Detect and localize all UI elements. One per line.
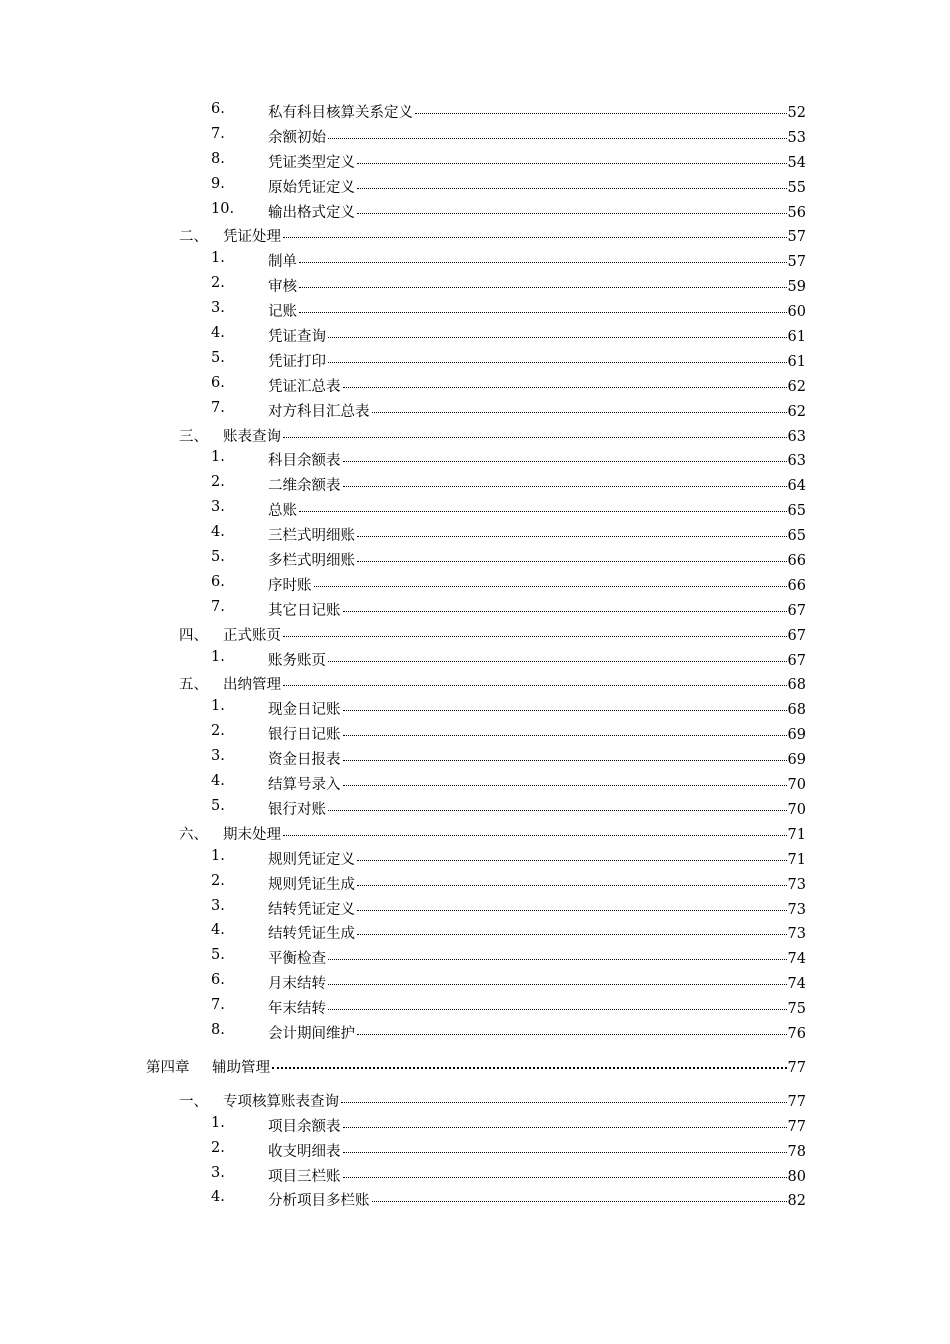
toc-entry[interactable] [0, 970, 950, 995]
toc-page-number: 77 [787, 1118, 806, 1135]
toc-chapter[interactable] [0, 1049, 950, 1084]
toc-page-number: 63 [787, 453, 806, 470]
toc-entry-number: 3. [211, 897, 225, 914]
toc-page-number: 60 [787, 304, 806, 321]
toc-page-number: 80 [787, 1168, 806, 1185]
toc-entry-number: 1. [211, 1114, 225, 1131]
toc-entry-title: 年末结转 [268, 1001, 326, 1018]
dot-leader [357, 212, 787, 214]
toc-entry-title: 总账 [268, 503, 297, 520]
toc-entry[interactable] [0, 1187, 950, 1212]
toc-entry-number: 4. [211, 922, 225, 939]
toc-entry-title: 银行日记账 [268, 727, 341, 744]
toc-entry[interactable] [0, 124, 950, 149]
toc-entry-title: 月末结转 [268, 976, 326, 993]
toc-section-number: 二、 [179, 229, 208, 246]
toc-entry-title: 审核 [268, 279, 297, 296]
toc-section-number: 一、 [179, 1093, 208, 1110]
toc-page-number: 65 [787, 503, 806, 520]
toc-section[interactable] [0, 1088, 950, 1113]
toc-entry-number: 2. [211, 474, 225, 491]
dot-leader [343, 709, 787, 711]
toc-entry-number: 3. [211, 499, 225, 516]
dot-leader [328, 361, 787, 363]
toc-page-number: 52 [787, 105, 806, 121]
toc-entry-title: 多栏式明细账 [268, 553, 355, 570]
toc-section-number: 三、 [179, 428, 208, 445]
toc-entry[interactable] [0, 696, 950, 721]
toc-entry-title: 其它日记账 [268, 602, 341, 619]
toc-entry-title: 二维余额表 [268, 478, 341, 495]
toc-entry[interactable] [0, 248, 950, 273]
toc-section[interactable] [0, 671, 950, 696]
toc-entry-number: 1. [211, 698, 225, 715]
toc-entry-title: 账务账页 [268, 652, 326, 669]
toc-entry[interactable] [0, 522, 950, 547]
toc-entry[interactable] [0, 771, 950, 796]
toc-page-number: 71 [787, 851, 806, 868]
toc-entry-number: 4. [211, 1189, 225, 1206]
toc-entry-number: 9. [211, 175, 225, 192]
toc-entry[interactable] [0, 945, 950, 970]
toc-entry[interactable] [0, 572, 950, 597]
toc-entry-number: 3. [211, 300, 225, 317]
dot-leader [357, 187, 787, 189]
toc-entry-title: 科目余额表 [268, 453, 341, 470]
toc-entry[interactable] [0, 796, 950, 821]
toc-section[interactable] [0, 223, 950, 248]
toc-page-number: 67 [787, 602, 806, 619]
dot-leader [357, 1033, 787, 1035]
toc-entry-number: 7. [211, 125, 225, 142]
toc-entry[interactable] [0, 721, 950, 746]
toc-entry-number: 7. [211, 399, 225, 416]
toc-entry[interactable] [0, 1138, 950, 1163]
dot-leader [357, 859, 787, 861]
toc-entry-number: 8. [211, 150, 225, 167]
dot-leader [343, 1176, 787, 1178]
table-of-contents [0, 99, 950, 1212]
toc-section-title: 专项核算账表查询 [223, 1093, 339, 1110]
toc-entry-title: 平衡检查 [268, 951, 326, 968]
toc-page-number: 55 [787, 179, 806, 196]
toc-page-number: 62 [787, 378, 806, 395]
dot-leader [299, 311, 787, 313]
toc-entry[interactable] [0, 149, 950, 174]
toc-entry-number: 5. [211, 947, 225, 964]
toc-page-number: 68 [787, 677, 806, 694]
dot-leader [357, 933, 787, 935]
dot-leader [283, 236, 787, 238]
toc-entry-title: 凭证汇总表 [268, 378, 341, 395]
toc-page-number: 77 [787, 1093, 806, 1110]
toc-entry-number: 7. [211, 598, 225, 615]
dot-leader [314, 585, 787, 587]
toc-entry[interactable] [0, 647, 950, 672]
toc-page-number: 76 [787, 1025, 806, 1042]
dot-leader [343, 460, 787, 462]
toc-entry-number: 10. [211, 200, 235, 217]
toc-entry-title: 余额初始 [268, 129, 326, 146]
dot-leader [299, 261, 787, 263]
toc-page-number: 77 [787, 1059, 806, 1076]
dot-leader [357, 909, 787, 911]
toc-entry[interactable] [0, 597, 950, 622]
toc-page-number: 61 [787, 329, 806, 346]
toc-entry[interactable] [0, 99, 950, 124]
toc-entry-number: 1. [211, 449, 225, 466]
toc-page-number: 69 [787, 752, 806, 769]
toc-entry[interactable] [0, 547, 950, 572]
dot-leader [343, 610, 787, 612]
toc-page-number: 63 [787, 428, 806, 445]
toc-entry-number: 8. [211, 1021, 225, 1038]
toc-section-title: 期末处理 [223, 826, 281, 843]
toc-entry-title: 收支明细表 [268, 1143, 341, 1160]
toc-section-number: 四、 [179, 627, 208, 644]
toc-entry[interactable] [0, 373, 950, 398]
toc-entry[interactable] [0, 273, 950, 298]
toc-entry-title: 会计期间维护 [268, 1025, 355, 1042]
toc-entry-number: 1. [211, 648, 225, 665]
toc-entry[interactable] [0, 472, 950, 497]
toc-entry-title: 项目余额表 [268, 1118, 341, 1135]
toc-section[interactable] [0, 622, 950, 647]
toc-entry-number: 5. [211, 797, 225, 814]
dot-leader [343, 1126, 787, 1128]
toc-page-number: 66 [787, 577, 806, 594]
toc-entry-number: 2. [211, 872, 225, 889]
dot-leader [357, 884, 787, 886]
toc-entry-title: 记账 [268, 304, 297, 321]
toc-entry-number: 4. [211, 325, 225, 342]
toc-entry-number: 3. [211, 1164, 225, 1181]
toc-page-number: 54 [787, 154, 806, 171]
toc-entry[interactable] [0, 398, 950, 423]
toc-entry-title: 规则凭证生成 [268, 876, 355, 893]
toc-entry-title: 凭证查询 [268, 329, 326, 346]
toc-entry[interactable] [0, 199, 950, 224]
toc-entry-title: 结转凭证生成 [268, 926, 355, 943]
toc-chapter-number: 第四章 [146, 1059, 190, 1076]
toc-entry[interactable] [0, 447, 950, 472]
toc-entry-number: 1. [211, 847, 225, 864]
toc-entry[interactable] [0, 920, 950, 945]
toc-page-number: 67 [787, 652, 806, 669]
toc-entry-title: 凭证类型定义 [268, 154, 355, 171]
toc-entry-number: 5. [211, 549, 225, 566]
toc-entry[interactable] [0, 1020, 950, 1045]
dot-leader [357, 560, 787, 562]
dot-leader [283, 684, 787, 686]
toc-entry-number: 7. [211, 997, 225, 1014]
toc-entry[interactable] [0, 871, 950, 896]
toc-page-number: 53 [787, 129, 806, 146]
toc-section-number: 六、 [179, 826, 208, 843]
toc-entry[interactable] [0, 746, 950, 771]
toc-entry-number: 5. [211, 349, 225, 366]
toc-section-title: 账表查询 [223, 428, 281, 445]
dot-leader [299, 286, 787, 288]
toc-entry-title: 分析项目多栏账 [268, 1193, 370, 1210]
toc-page-number: 71 [787, 826, 806, 843]
toc-entry[interactable] [0, 846, 950, 871]
toc-page-number: 68 [787, 702, 806, 719]
dot-leader [328, 1008, 787, 1010]
toc-section[interactable] [0, 423, 950, 448]
toc-entry-number: 6. [211, 374, 225, 391]
toc-page-number: 73 [787, 926, 806, 943]
toc-entry-number: 4. [211, 773, 225, 790]
dot-leader [283, 436, 787, 438]
toc-page-number: 64 [787, 478, 806, 495]
toc-entry-number: 2. [211, 723, 225, 740]
toc-section-title: 凭证处理 [223, 229, 281, 246]
dot-leader [341, 1101, 787, 1103]
toc-entry-title: 项目三栏账 [268, 1168, 341, 1185]
dot-leader [283, 635, 787, 637]
toc-entry[interactable] [0, 896, 950, 921]
dot-leader [328, 983, 787, 985]
toc-page-number: 61 [787, 353, 806, 370]
toc-entry-number: 2. [211, 275, 225, 292]
toc-entry[interactable] [0, 323, 950, 348]
toc-entry-title: 原始凭证定义 [268, 179, 355, 196]
dot-leader [343, 784, 787, 786]
toc-entry[interactable] [0, 348, 950, 373]
toc-entry-title: 结算号录入 [268, 777, 341, 794]
toc-entry[interactable] [0, 174, 950, 199]
dot-leader [357, 535, 787, 537]
toc-page-number: 70 [787, 777, 806, 794]
toc-entry-title: 银行对账 [268, 801, 326, 818]
dot-leader [272, 1066, 787, 1069]
toc-entry-title: 结转凭证定义 [268, 901, 355, 918]
toc-page-number: 57 [787, 229, 806, 246]
toc-entry-number: 6. [211, 573, 225, 590]
toc-entry-title: 凭证打印 [268, 353, 326, 370]
dot-leader [328, 958, 787, 960]
toc-page-number: 73 [787, 901, 806, 918]
toc-page-number: 82 [787, 1193, 806, 1210]
toc-section-number: 五、 [179, 677, 208, 694]
toc-entry-number: 3. [211, 748, 225, 765]
dot-leader [343, 1151, 787, 1153]
toc-page-number: 57 [787, 254, 806, 271]
dot-leader [343, 734, 787, 736]
toc-entry-title: 制单 [268, 254, 297, 271]
dot-leader [343, 386, 787, 388]
toc-page-number: 66 [787, 553, 806, 570]
toc-page-number: 56 [787, 204, 806, 221]
toc-page-number: 70 [787, 801, 806, 818]
toc-entry-number: 6. [211, 972, 225, 989]
dot-leader [299, 510, 787, 512]
toc-entry[interactable] [0, 995, 950, 1020]
dot-leader [372, 1200, 787, 1202]
toc-section-title: 正式账页 [223, 627, 281, 644]
toc-entry-title: 输出格式定义 [268, 204, 355, 221]
dot-leader [328, 660, 787, 662]
toc-page-number: 69 [787, 727, 806, 744]
dot-leader [357, 162, 787, 164]
toc-entry-number: 6. [211, 101, 225, 117]
toc-entry-title: 对方科目汇总表 [268, 403, 370, 420]
dot-leader [328, 809, 787, 811]
toc-section[interactable] [0, 821, 950, 846]
toc-entry-title: 资金日报表 [268, 752, 341, 769]
toc-page-number: 65 [787, 528, 806, 545]
toc-entry[interactable] [0, 497, 950, 522]
dot-leader [415, 112, 787, 114]
toc-page-number: 62 [787, 403, 806, 420]
dot-leader [343, 759, 787, 761]
toc-page-number: 74 [787, 976, 806, 993]
toc-entry-title: 三栏式明细账 [268, 528, 355, 545]
toc-entry-number: 2. [211, 1139, 225, 1156]
dot-leader [328, 137, 787, 139]
toc-entry[interactable] [0, 1163, 950, 1188]
toc-entry-number: 1. [211, 250, 225, 267]
toc-entry-number: 4. [211, 524, 225, 541]
toc-entry[interactable] [0, 298, 950, 323]
dot-leader [328, 336, 787, 338]
toc-section-title: 出纳管理 [223, 677, 281, 694]
toc-page-number: 67 [787, 627, 806, 644]
toc-page-number: 74 [787, 951, 806, 968]
toc-entry-title: 私有科目核算关系定义 [268, 105, 413, 121]
toc-page-number: 59 [787, 279, 806, 296]
dot-leader [283, 834, 787, 836]
toc-entry-title: 现金日记账 [268, 702, 341, 719]
toc-page-number: 73 [787, 876, 806, 893]
toc-entry-title: 序时账 [268, 577, 312, 594]
dot-leader [343, 485, 787, 487]
toc-page-number: 75 [787, 1001, 806, 1018]
toc-chapter-title: 辅助管理 [212, 1059, 270, 1076]
toc-entry-title: 规则凭证定义 [268, 851, 355, 868]
toc-entry[interactable] [0, 1113, 950, 1138]
dot-leader [372, 411, 787, 413]
toc-page-number: 78 [787, 1143, 806, 1160]
